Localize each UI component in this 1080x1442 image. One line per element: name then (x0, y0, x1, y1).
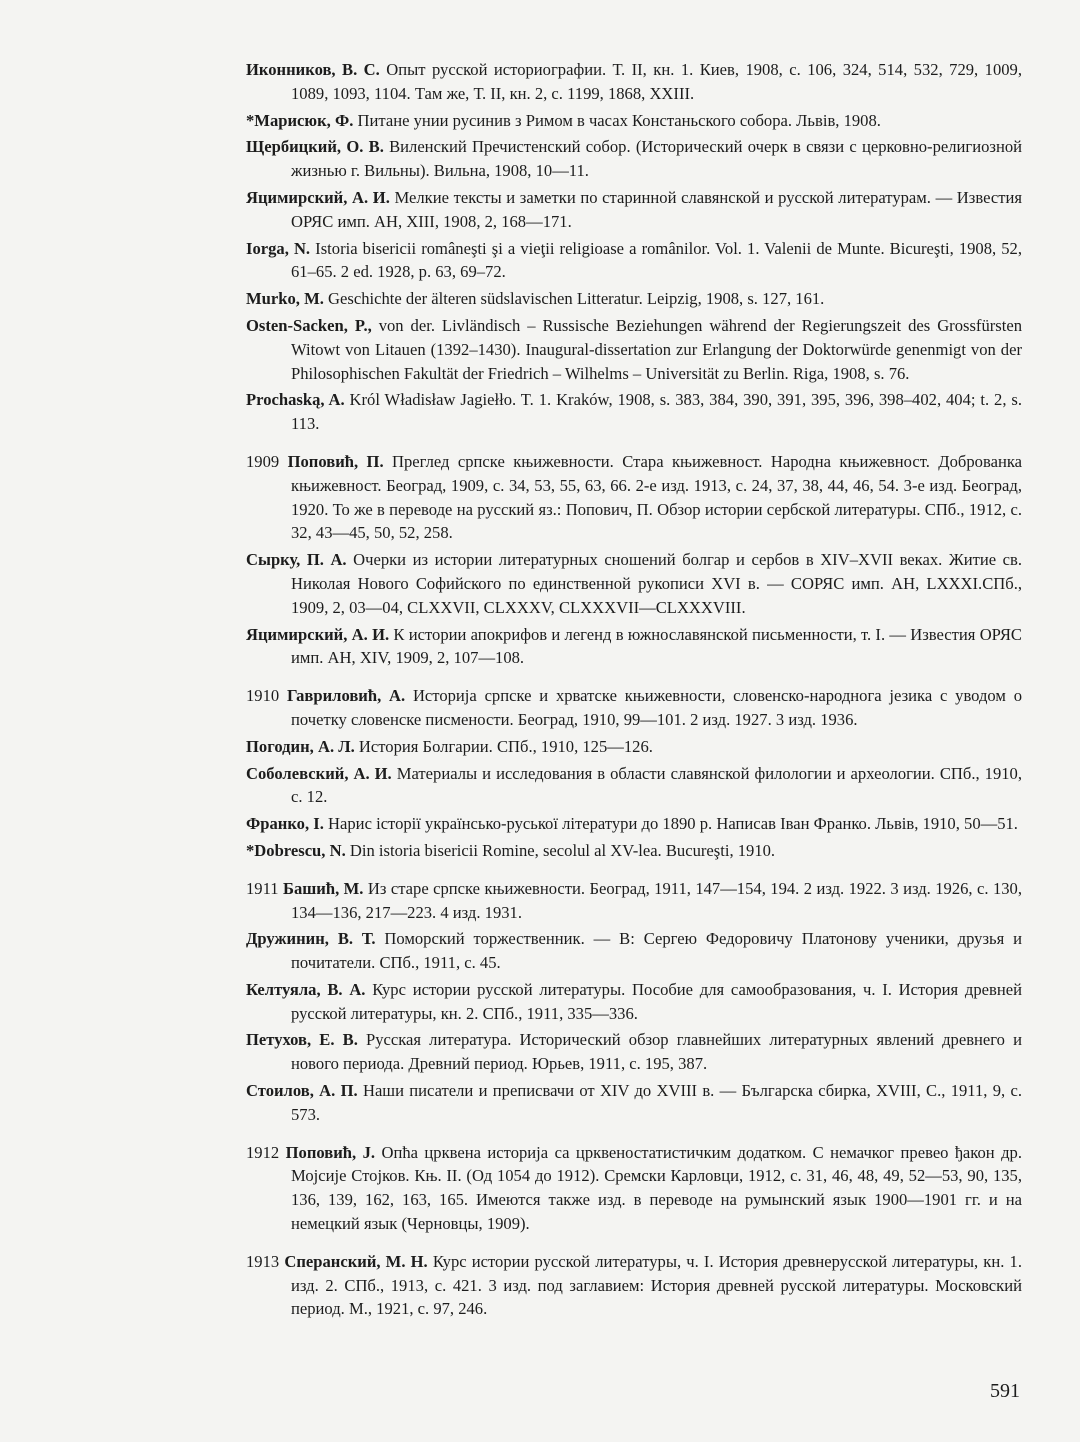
page-number: 591 (990, 1380, 1020, 1402)
bibliography-entry (246, 548, 1022, 619)
entry-text: Нарис історії українсько-руської літератури до 1890 р. Написав Іван Франко. Львів, 1910, 50—51. (323, 814, 1018, 834)
entry-text: Курс истории русской литературы, ч. I. История древнерусской литературы, кн. 1. изд. 2. СПб., 1913, с. 421. 3 изд. под заглавием: История древней русской литературы. Московский период. М., 1921, с. 97, 246. (291, 1251, 1022, 1319)
bibliography-entry (246, 450, 1022, 545)
entry-text: Курс истории русской литературы. Пособие для самообразования, ч. I. История древней русской литературы, кн. 2. СПб., 1911, 335—336. (291, 979, 1022, 1023)
bibliography-entry (246, 927, 1022, 975)
entry-text: Виленский Пречистенский собор. (Исторический очерк в связи с церковно-религиозной жизнью г. Вильны). Вильна, 1908, 10—11. (291, 137, 1022, 181)
entry-text: Наши писатели и преписвачи от XIV до XVIII в. — Българска сбирка, XVIII, С., 1911, 9, с. 573. (291, 1081, 1022, 1124)
entry-author: Гавриловић, А. (286, 686, 406, 706)
entry-author: Франко, І. (246, 814, 324, 834)
entry-author: Iorga, N. (246, 238, 311, 258)
entry-text: Geschichte der älteren südslavischen Litteratur. Leipzig, 1908, s. 127, 161. (323, 289, 825, 309)
entry-author: Башић, М. (283, 878, 364, 898)
entry-author: Поповић, П. (287, 451, 384, 471)
bibliography-entry (246, 135, 1022, 183)
entry-text: К истории апокрифов и легенд в южнославянской письменности, т. I. — Известия ОРЯС имп. АН, XIV, 1909, 2, 107—108. (291, 624, 1022, 668)
bibliography-entry (246, 684, 1022, 732)
entry-text: Król Władisław Jagiełło. T. 1. Kraków, 1908, s. 383, 384, 390, 391, 395, 396, 398–402, 404; t. 2, s. 113. (291, 390, 1022, 434)
entry-text: von der. Livländisch – Russische Beziehungen während der Regierungszeit des Grossfürsten Witowt von Litauen (1392–1430). Inaugural-dissertation zur Erlangung der Doktorwürde genenmigt von der Philosophischen Fakultät der Friedrich – Wilhelms – Universität zu Berlin. Riga, 1908, s. 76. (291, 315, 1022, 383)
bibliography-entry (246, 877, 1022, 925)
entry-year: 1913 (246, 1251, 285, 1271)
bibliography-entry (246, 237, 1022, 285)
entry-author: Murko, M. (246, 289, 324, 309)
entry-year: 1912 (246, 1142, 286, 1162)
entry-author: Сперанский, М. Н. (284, 1251, 428, 1271)
entry-author: Келтуяла, В. А. (246, 979, 366, 999)
bibliography-entry (246, 186, 1022, 234)
entry-author: Яцимирский, А. И. (246, 624, 390, 644)
bibliography-entry (246, 1250, 1022, 1321)
entry-text: История Болгарии. СПб., 1910, 125—126. (354, 736, 653, 756)
bibliography-entry (246, 735, 1022, 759)
entry-text: Материалы и исследования в области славянской филологии и археологии. СПб., 1910, с. 12. (291, 763, 1022, 807)
entry-author: Стоилов, А. П. (246, 1081, 358, 1101)
bibliography-entry (246, 1028, 1022, 1076)
entry-author: Петухов, Е. В. (246, 1030, 358, 1050)
entry-author: Prochaską, A. (246, 390, 345, 410)
entry-year: 1910 (246, 686, 287, 706)
entry-text: Istoria bisericii româneşti şi a vieţii religioase a românilor. Vol. 1. Valenii de Munte. Bicureşti, 1908, 52, 61–65. 2 ed. 1928, p. 63, 69–72. (291, 238, 1022, 282)
entry-author: *Марисюк, Ф. (246, 110, 354, 130)
entry-text: Din istoria bisericii Romine, secolul al XV-lea. Bucureşti, 1910. (345, 840, 776, 860)
entry-author: Osten-Sacken, P., (246, 315, 372, 335)
entry-author: Сырку, П. А. (246, 550, 347, 570)
entry-text: Историја српске и хрватске књижевности, словенско-народнога језика с уводом о почетку словенске писмености. Београд, 1910, 99—101. 2 изд. 1927. 3 изд. 1936. (291, 686, 1022, 729)
bibliography-entry (246, 762, 1022, 810)
entry-text: Преглед српске књижевности. Стара књижевност. Народна књижевност. Доброванка књижевност. Београд, 1909, с. 34, 53, 55, 63, 66. 2-е изд. 1913, с. 24, 37, 38, 44, 46, 54. 3-е изд. Београд, 1920. То же в переводе на русский яз.: Попович, П. Обзор истории сербской литературы. СПб., 1912, с. 32, 43—45, 50, 52, 258. (291, 451, 1022, 543)
entry-author: *Dobrescu, N. (246, 840, 346, 860)
bibliography-entry (246, 58, 1022, 106)
bibliography-entry (246, 1079, 1022, 1127)
entry-text: Мелкие тексты и заметки по старинной славянской и русской литературам. — Известия ОРЯС имп. АН, XIII, 1908, 2, 168—171. (291, 187, 1022, 231)
entry-text: Опћа црквена историја са црквеностатистичким додатком. С немачког превео ђакон др. Мојсије Стојков. Књ. II. (Од 1054 до 1912). Сремски Карловци, 1912, с. 31, 46, 48, 49, 52—53, 90, 135, 136, 139, 162, 163, 165. Имеются также изд. в переводе на румынский язык 1900—1901 гг. и на немецкий язык (Черновцы, 1909). (291, 1142, 1022, 1234)
bibliography-entry (246, 812, 1022, 836)
entry-author: Погодин, А. Л. (246, 736, 355, 756)
bibliography-entry (246, 314, 1022, 385)
entry-text: Очерки из истории литературных сношений болгар и сербов в XIV–XVII веках. Житие св. Николая Нового Софийского по единственной рукописи XVI в. — СОРЯС имп. АН, LXXXI.СПб., 1909, 2, 03—04, CLXXVII, CLXXXV, CLXXXVII—CLXXXVIII. (291, 550, 1022, 617)
entry-text: Питане унии русинив з Римом в часах Констаньского собора. Львів, 1908. (353, 110, 881, 130)
bibliography-entry (246, 839, 1022, 863)
bibliography-entry (246, 287, 1022, 311)
bibliography-entry (246, 623, 1022, 671)
bibliography-entry (246, 109, 1022, 133)
entry-year: 1911 (246, 878, 283, 898)
entry-author: Яцимирский, А. И. (246, 187, 390, 207)
bibliography-entry (246, 1141, 1022, 1236)
entry-author: Дружинин, В. Т. (246, 929, 376, 949)
entry-author: Соболевский, А. И. (246, 763, 392, 783)
bibliography-entry (246, 978, 1022, 1026)
entry-text: Поморский торжественник. — В: Сергею Федоровичу Платонову ученики, друзья и почитатели. СПб., 1911, с. 45. (291, 929, 1022, 973)
entry-author: Поповић, J. (285, 1142, 376, 1162)
entry-text: Русская литература. Исторический обзор главнейших литературных явлений древнего и нового периода. Древний период. Юрьев, 1911, с. 195, 387. (291, 1030, 1022, 1074)
entry-text: Из старе српске књижевности. Београд, 1911, 147—154, 194. 2 изд. 1922. 3 изд. 1926, с. 130, 134—136, 217—223. 4 изд. 1931. (291, 878, 1022, 922)
entry-text: Опыт русской историографии. Т. II, кн. 1. Киев, 1908, с. 106, 324, 514, 532, 729, 1009, 1089, 1093, 1104. Там же, Т. II, кн. 2, с. 1199, 1868, XXIII. (291, 60, 1022, 103)
entry-year: 1909 (246, 451, 288, 471)
entry-author: Щербицкий, О. В. (246, 137, 384, 157)
bibliography-entry (246, 388, 1022, 436)
entry-author: Иконников, В. С. (246, 60, 380, 79)
bibliography-list (246, 58, 1022, 1324)
